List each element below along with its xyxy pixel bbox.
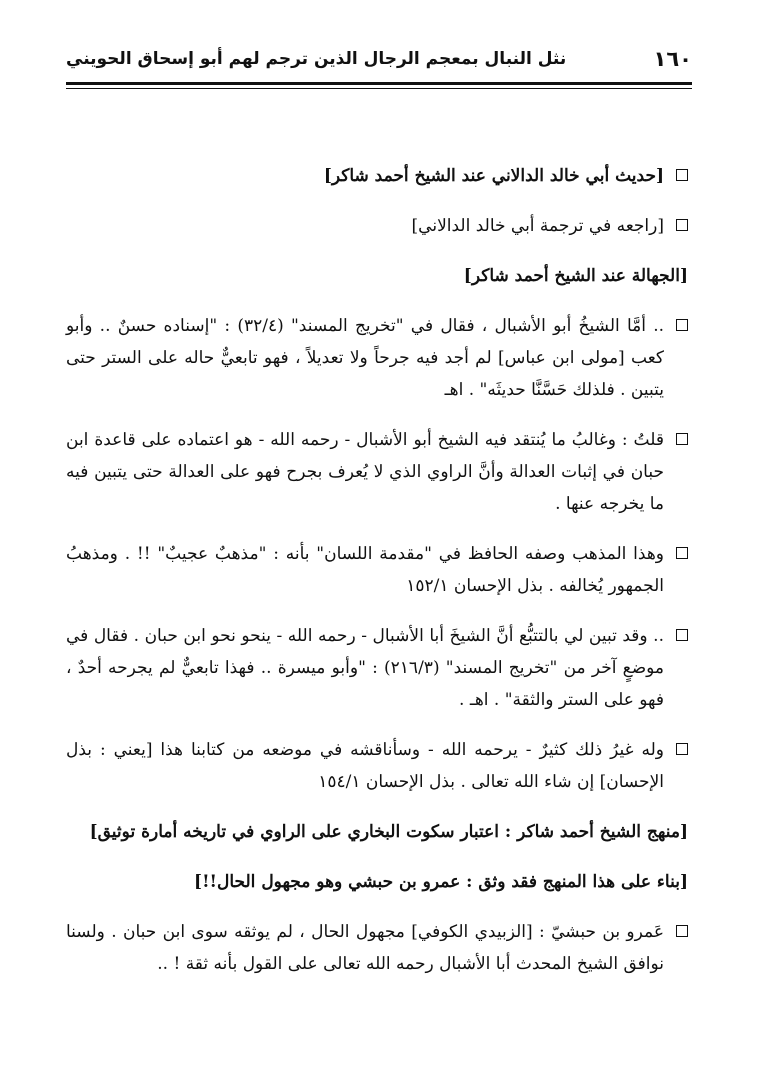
list-item (66, 734, 688, 798)
header-rule-thin (66, 88, 692, 89)
checkbox-icon (676, 433, 688, 445)
section-heading: [منهج الشيخ أحمد شاكر : اعتبار سكوت البخاري على الراوي في تاريخه أمارة توثيق] (89, 822, 688, 842)
checkbox-icon (676, 169, 688, 181)
list-item-text: قلتُ : وغالبُ ما يُنتقد فيه الشيخ أبو الأشبال - رحمه الله - هو اعتماده على قاعدة ابن حبان في إثبات العدالة وأنَّ الراوي الذي لا يُعرف بجرح فهو على العدالة حتى يتبين فيه ما يخرجه عنها . (66, 430, 664, 514)
list-item (66, 210, 688, 242)
running-title: نثل النبال بمعجم الرجال الذين ترجم لهم أبو إسحاق الحويني (66, 49, 567, 69)
checkbox-icon (676, 547, 688, 559)
header-rule-thick (66, 82, 692, 85)
page-header (66, 44, 692, 74)
checkbox-icon (676, 743, 688, 755)
list-item (66, 310, 688, 406)
section-heading: [الجهالة عند الشيخ أحمد شاكر] (463, 266, 688, 286)
checkbox-icon (676, 925, 688, 937)
list-item-text: .. أمَّا الشيخُ أبو الأشبال ، فقال في "تخريج المسند" (٣٢/٤) : "إسناده حسنٌ .. وأبو كعب [مولى ابن عباس] لم أجد فيه جرحاً ولا تعديلاً ، فهو تابعيٌّ حاله على الستر حتى يتبين . فلذلك حَسَّنَّا حديثَه" . اهـ (66, 316, 665, 400)
checkbox-icon (676, 629, 688, 641)
page-body (66, 160, 688, 998)
list-item-text: وله غيرُ ذلك كثيرٌ - يرحمه الله - وسأناقشه في موضعه من كتابنا هذا [يعني : بذل الإحسان] إن شاء الله تعالى . بذل الإحسان ١٥٤/١ (66, 740, 664, 792)
list-item-text: [حديث أبي خالد الدالاني عند الشيخ أحمد شاكر] (323, 166, 664, 186)
list-item-text: [راجعه في ترجمة أبي خالد الدالاني] (411, 216, 664, 236)
list-item (66, 620, 688, 716)
list-item (66, 538, 688, 602)
list-item-text: عَمرو بن حبشيّ : [الزبيدي الكوفي] مجهول الحال ، لم يوثقه سوى ابن حبان . ولسنا نوافق الشيخ المحدث أبا الأشبال رحمه الله تعالى على القول بأنه ثقة ! .. (66, 922, 664, 974)
section-heading: [بناء على هذا المنهج فقد وثق : عمرو بن حبشي وهو مجهول الحال!!] (194, 872, 688, 892)
checkbox-icon (676, 319, 688, 331)
list-item (66, 160, 688, 192)
checkbox-icon (676, 219, 688, 231)
page-number: ١٦٠ (653, 47, 692, 71)
list-item (66, 916, 688, 980)
list-item-text: .. وقد تبين لي بالتتبُّع أنَّ الشيخَ أبا الأشبال - رحمه الله - ينحو نحو ابن حبان . فقال في موضعٍ آخر من "تخريج المسند" (٢١٦/٣) : "وأبو ميسرة .. فهذا تابعيٌّ لم يجرحه أحدٌ ، فهو على الستر والثقة" . اهـ . (66, 626, 665, 710)
list-item-text: وهذا المذهب وصفه الحافظ في "مقدمة اللسان" بأنه : "مذهبٌ عجيبٌ" !! . ومذهبُ الجمهور يُخالفه . بذل الإحسان ١٥٢/١ (66, 544, 664, 596)
list-item (66, 424, 688, 520)
